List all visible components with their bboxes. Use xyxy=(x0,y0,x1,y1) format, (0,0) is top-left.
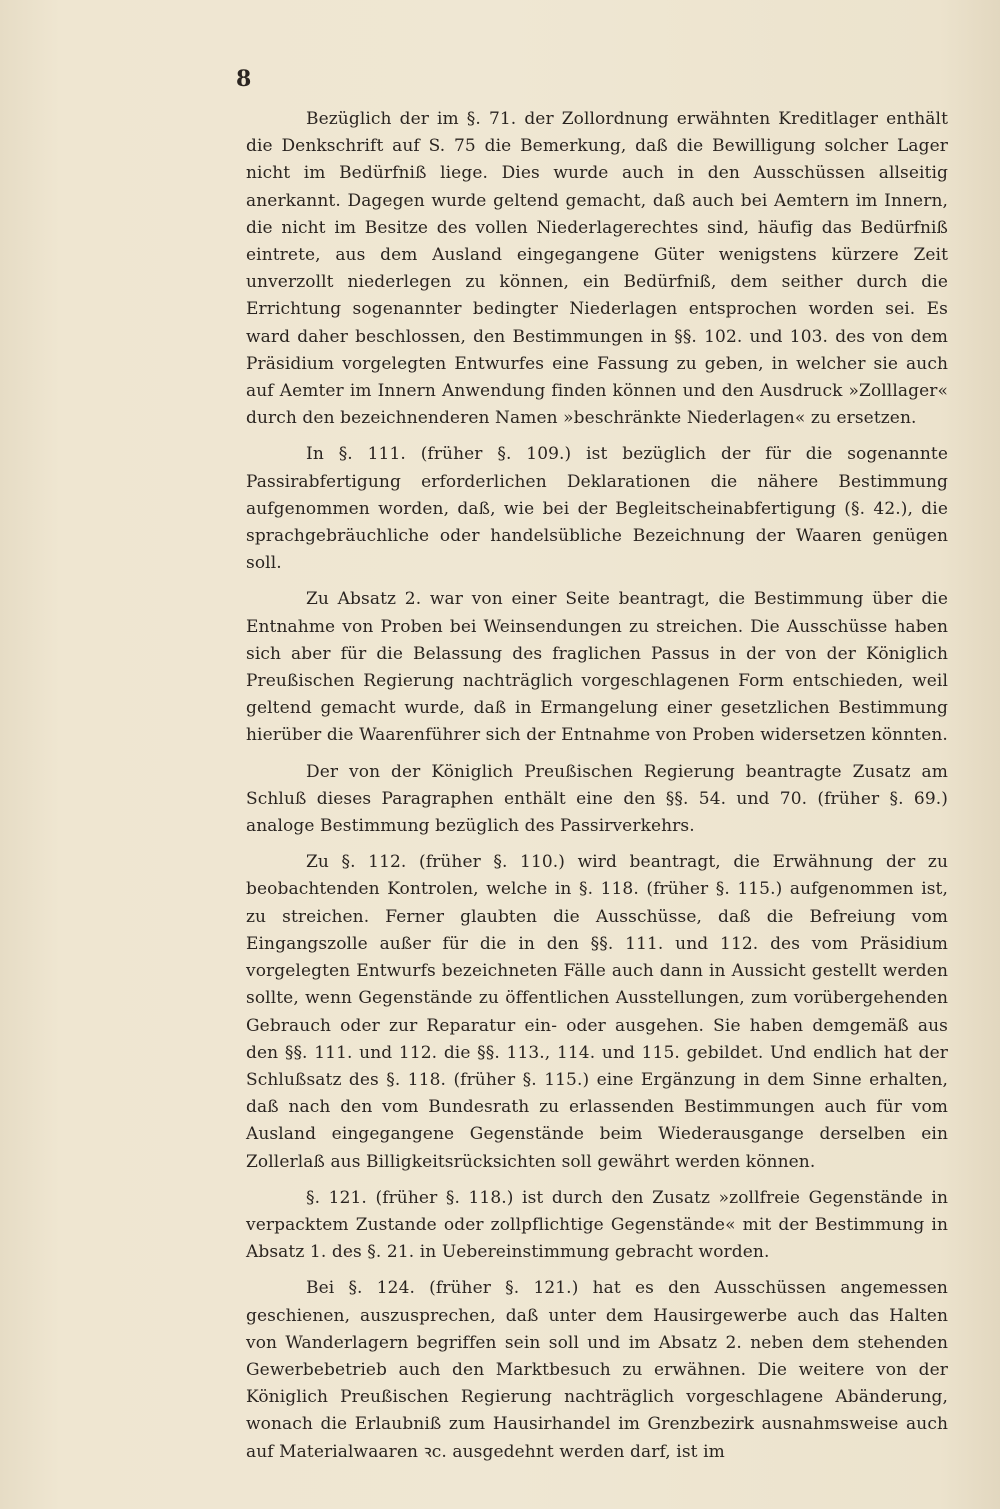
body-text xyxy=(246,106,948,1475)
paragraph-section-121: §. 121. (früher §. 118.) ist durch den Zusatz »zollfreie Gegenstände in verpacktem Zustande oder zollpflichtige Gegenstände« mit der Bestimmung in Absatz 1. des §. 21. in Uebereinstimmung gebracht worden. xyxy=(246,1187,948,1263)
paragraph-section-124: Bei §. 124. (früher §. 121.) hat es den Ausschüssen angemessen geschienen, auszusprechen, daß unter dem Hausirgewerbe auch das Halten von Wanderlagern begriffen sein soll und im Absatz 2. neben dem stehenden Gewerbebetrieb auch den Marktbesuch zu erwähnen. Die weitere von der Königlich Preußischen Regierung nachträglich vorgeschlagene Abänderung, wonach die Erlaubniß zum Hausirhandel im Grenzbezirk ausnahmsweise auch auf Materialwaaren ꝛc. ausgedehnt werden darf, ist im xyxy=(246,1278,948,1462)
paragraph-zusatz: Der von der Königlich Preußischen Regierung beantragte Zusatz am Schluß dieses Paragraphen enthält eine den §§. 54. und 70. (früher §. 69.) analoge Bestimmung bezüglich des Passirverkehrs. xyxy=(246,761,948,837)
paragraph-section-112: Zu §. 112. (früher §. 110.) wird beantragt, die Erwähnung der zu beobachtenden Kontrolen, welche in §. 118. (früher §. 115.) aufgenommen ist, zu streichen. Ferner glaubten die Ausschüsse, daß die Befreiung vom Eingangszolle außer für die in den §§. 111. und 112. des vom Präsidium vorgelegten Entwurfs bezeichneten Fälle auch dann in Aussicht gestellt werden sollte, wenn Gegenstände zu öffentlichen Ausstellungen, zum vorübergehenden Gebrauch oder zur Reparatur ein- oder ausgehen. Sie haben demgemäß aus den §§. 111. und 112. die §§. 113., 114. und 115. gebildet. Und endlich hat der Schlußsatz des §. 118. (früher §. 115.) eine Ergänzung in dem Sinne erhalten, daß nach den vom Bundesrath zu erlassenden Bestimmungen auch für vom Ausland eingegangene Gegenstände beim Wiederausgange derselben ein Zollerlaß aus Billigkeitsrücksichten soll gewährt werden können. xyxy=(246,852,948,1172)
paragraph-kreditlager: Bezüglich der im §. 71. der Zollordnung erwähnten Kreditlager enthält die Denkschrift auf S. 75 die Bemerkung, daß die Bewilligung solcher Lager nicht im Bedürfniß liege. Dies wurde auch in den Ausschüssen allseitig anerkannt. Dagegen wurde geltend gemacht, daß auch bei Aemtern im Innern, die nicht im Besitze des vollen Niederlagerechtes sind, häufig das Bedürfniß eintrete, aus dem Ausland eingegangene Güter wenigstens kürzere Zeit unverzollt niederlegen zu können, ein Bedürfniß, dem seither durch die Errichtung sogenannter bedingter Niederlagen entsprochen worden sei. Es ward daher beschlossen, den Bestimmungen in §§. 102. und 103. des von dem Präsidium vorgelegten Entwurfes eine Fassung zu geben, in welcher sie auch auf Aemter im Innern Anwendung finden können und den Ausdruck »Zolllager« durch den bezeichnenderen Namen »beschränkte Niederlagen« zu ersetzen. xyxy=(246,109,948,429)
page-number: 8 xyxy=(236,66,252,92)
paragraph-absatz-2: Zu Absatz 2. war von einer Seite beantragt, die Bestimmung über die Entnahme von Proben bei Weinsendungen zu streichen. Die Ausschüsse haben sich aber für die Belassung des fraglichen Passus in der von der Königlich Preußischen Regierung nachträglich vorgeschlagenen Form entschieden, weil geltend gemacht wurde, daß in Ermangelung einer gesetzlichen Bestimmung hierüber die Waarenführer sich der Entnahme von Proben widersetzen könnten. xyxy=(246,589,948,746)
paragraph-section-111: In §. 111. (früher §. 109.) ist bezüglich der für die sogenannte Passirabfertigung erforderlichen Deklarationen die nähere Bestimmung aufgenommen worden, daß, wie bei der Begleitscheinabfertigung (§. 42.), die sprachgebräuchliche oder handelsübliche Bezeichnung der Waaren genügen soll. xyxy=(246,444,948,574)
